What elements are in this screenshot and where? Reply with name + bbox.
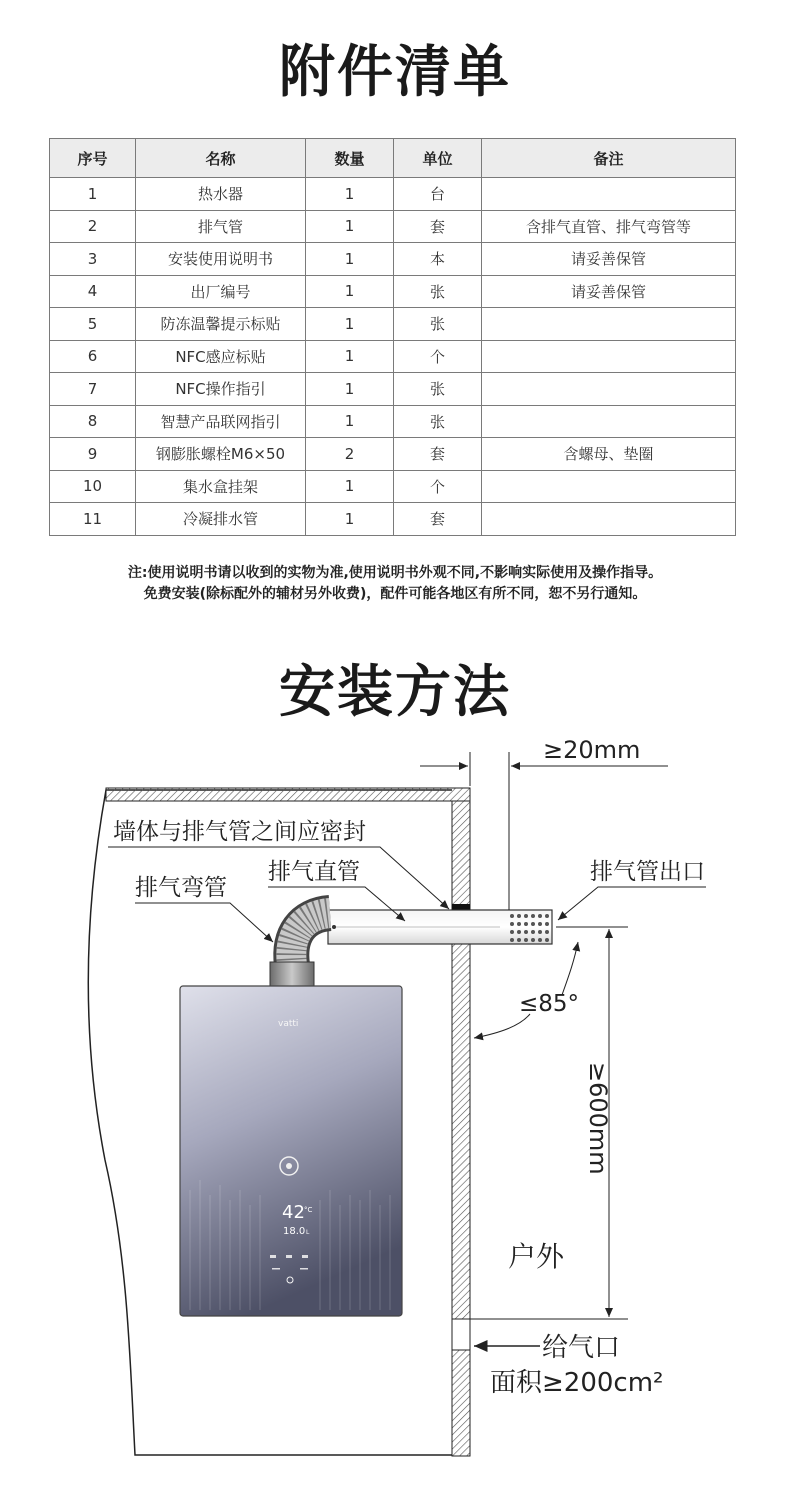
cell-quantity: 1	[306, 243, 394, 276]
cell-quantity: 1	[306, 178, 394, 211]
cell-quantity: 1	[306, 373, 394, 406]
cell-remark: 含螺母、垫圈	[482, 438, 736, 471]
cell-remark	[482, 340, 736, 373]
installation-diagram	[0, 720, 790, 1497]
heater-temperature: 42	[282, 1202, 305, 1223]
cell-remark	[482, 503, 736, 536]
outlet-label: 排气管出口	[590, 859, 705, 885]
header-remark: 备注	[482, 139, 736, 178]
ceiling-hatch	[106, 788, 470, 801]
wall-lower-hatch	[452, 1350, 470, 1456]
cell-index: 1	[50, 178, 136, 211]
seal-label: 墙体与排气管之间应密封	[113, 819, 366, 845]
air-intake-opening	[452, 1319, 470, 1350]
table-row	[50, 503, 736, 536]
cell-name: 出厂编号	[136, 275, 306, 308]
angle-arc-lower	[474, 1014, 530, 1038]
angle-label: ≤85°	[519, 991, 580, 1017]
table-row	[50, 210, 736, 243]
cell-index: 5	[50, 308, 136, 341]
angle-arc-upper	[562, 942, 578, 995]
cell-index: 3	[50, 243, 136, 276]
cell-unit: 台	[394, 178, 482, 211]
table-header-row	[50, 139, 736, 178]
heater-flow-unit: L	[306, 1229, 310, 1236]
cell-remark: 请妥善保管	[482, 243, 736, 276]
cell-quantity: 1	[306, 308, 394, 341]
cell-remark	[482, 308, 736, 341]
elbow-label: 排气弯管	[135, 875, 227, 901]
cell-unit: 个	[394, 340, 482, 373]
cell-index: 11	[50, 503, 136, 536]
cell-name: 安装使用说明书	[136, 243, 306, 276]
install-method-title: 安装方法	[279, 660, 511, 725]
cell-unit: 套	[394, 210, 482, 243]
outlet-leader	[558, 887, 706, 920]
outdoor-label: 户外	[508, 1240, 565, 1273]
gap-label: ≥20mm	[543, 736, 641, 764]
note-line-1: 注:使用说明书请以收到的实物为准,使用说明书外观不同,不影响实际使用及操作指导。	[127, 565, 663, 581]
elbow-leader	[135, 903, 273, 942]
cell-remark	[482, 470, 736, 503]
cell-name: 冷凝排水管	[136, 503, 306, 536]
cell-quantity: 1	[306, 210, 394, 243]
table-row	[50, 340, 736, 373]
cell-name: 智慧产品联网指引	[136, 405, 306, 438]
cell-unit: 套	[394, 438, 482, 471]
height-label: ≥600mm	[584, 1062, 612, 1175]
cell-quantity: 1	[306, 275, 394, 308]
table-row	[50, 438, 736, 471]
header-name: 名称	[136, 139, 306, 178]
cell-name: NFC感应标贴	[136, 340, 306, 373]
table-row	[50, 373, 736, 406]
table-row	[50, 470, 736, 503]
cell-index: 7	[50, 373, 136, 406]
exhaust-collar	[270, 962, 314, 986]
cell-unit: 个	[394, 470, 482, 503]
cell-index: 2	[50, 210, 136, 243]
cell-unit: 张	[394, 308, 482, 341]
cell-name: 钢膨胀螺栓M6×50	[136, 438, 306, 471]
cell-remark	[482, 178, 736, 211]
cell-name: 热水器	[136, 178, 306, 211]
pipe-rivet	[332, 925, 336, 929]
intake-area-label: 面积≥200cm²	[490, 1368, 664, 1398]
cell-index: 8	[50, 405, 136, 438]
cell-quantity: 1	[306, 405, 394, 438]
cell-index: 6	[50, 340, 136, 373]
water-heater	[180, 986, 402, 1316]
table-row	[50, 308, 736, 341]
note-line-2: 免费安装(除标配外的辅材另外收费)，配件可能各地区有所不同，恕不另行通知。	[143, 586, 647, 602]
accessory-list-title: 附件清单	[279, 40, 511, 105]
table-row	[50, 178, 736, 211]
cell-unit: 本	[394, 243, 482, 276]
cell-remark: 请妥善保管	[482, 275, 736, 308]
cell-unit: 套	[394, 503, 482, 536]
cell-remark: 含排气直管、排气弯管等	[482, 210, 736, 243]
cell-index: 10	[50, 470, 136, 503]
cell-name: 集水盒挂架	[136, 470, 306, 503]
table-row	[50, 243, 736, 276]
cell-quantity: 2	[306, 438, 394, 471]
heater-temp-unit: °C	[304, 1206, 313, 1214]
cell-name: 排气管	[136, 210, 306, 243]
cell-quantity: 1	[306, 340, 394, 373]
wall-upper-hatch	[452, 801, 470, 911]
cell-index: 9	[50, 438, 136, 471]
cell-quantity: 1	[306, 470, 394, 503]
table-row	[50, 275, 736, 308]
cell-unit: 张	[394, 405, 482, 438]
cell-remark	[482, 405, 736, 438]
header-unit: 单位	[394, 139, 482, 178]
cell-name: NFC操作指引	[136, 373, 306, 406]
cell-unit: 张	[394, 373, 482, 406]
table-row	[50, 405, 736, 438]
cell-index: 4	[50, 275, 136, 308]
heater-brand: vatti	[278, 1019, 299, 1029]
accessory-table	[49, 138, 736, 536]
cell-remark	[482, 373, 736, 406]
cell-name: 防冻温馨提示标贴	[136, 308, 306, 341]
straight-pipe-label: 排气直管	[268, 859, 360, 885]
wall-middle-hatch	[452, 942, 470, 1319]
header-quantity: 数量	[306, 139, 394, 178]
intake-label: 给气口	[542, 1333, 621, 1363]
cell-quantity: 1	[306, 503, 394, 536]
heater-flow: 18.0	[283, 1226, 306, 1237]
header-index: 序号	[50, 139, 136, 178]
cell-unit: 张	[394, 275, 482, 308]
elbow-exhaust-pipe	[291, 913, 330, 965]
